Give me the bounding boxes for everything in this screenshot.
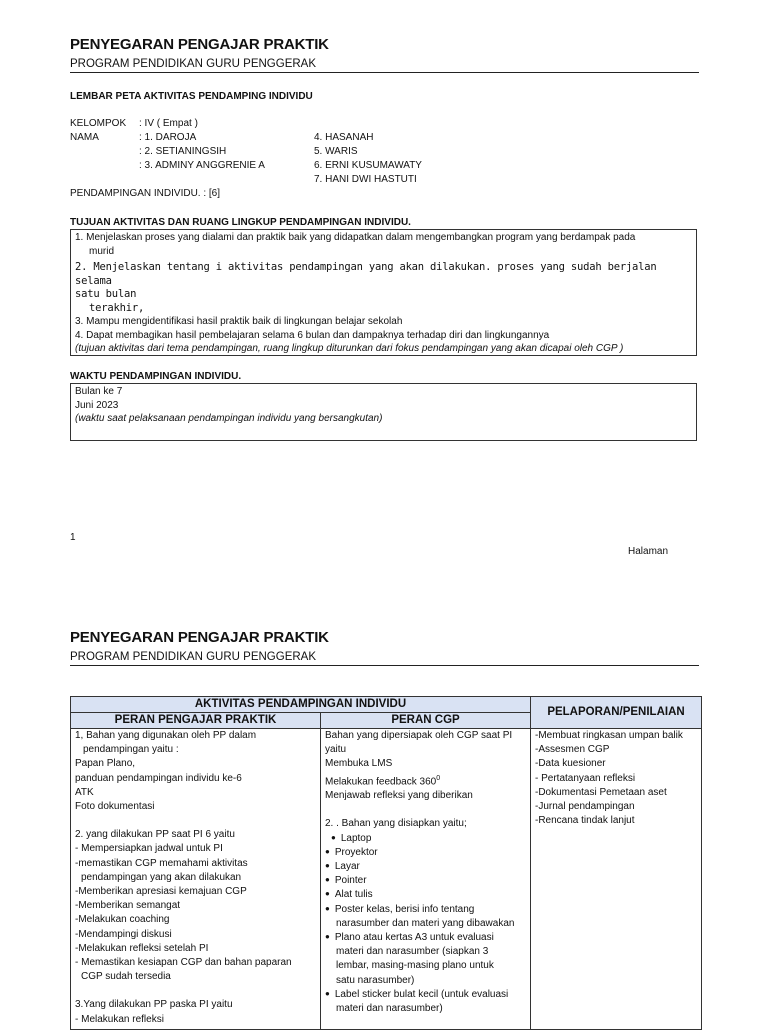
pp-line: -Melakukan coaching: [75, 914, 170, 926]
name-1: : 1. DAROJA: [139, 132, 197, 143]
cgp-line: Bahan yang dipersiapak oleh CGP saat PI: [325, 730, 513, 741]
halaman-label: Halaman: [628, 546, 669, 557]
report-line: -Membuat ringkasan umpan balik: [535, 730, 683, 741]
tujuan-box: [70, 229, 697, 356]
cgp-bullet: ● Alat tulis: [325, 888, 526, 902]
cgp-bullet-cont: satu narasumber): [336, 974, 415, 986]
waktu-note: (waktu saat pelaksanaan pendampingan individu yang bersangkutan): [75, 413, 383, 424]
page-title: PENYEGARAN PENGAJAR PRAKTIK: [70, 629, 329, 646]
cgp-line: Membuka LMS: [325, 758, 393, 770]
pp-cell: [71, 729, 321, 1030]
pp-line: -Memberikan apresiasi kemajuan CGP: [75, 886, 247, 898]
pp-line: 3.Yang dilakukan PP paska PI yaitu: [75, 999, 233, 1011]
cgp-bullet-cont: materi dan narasumber): [336, 1002, 443, 1014]
waktu-box: [70, 383, 697, 441]
name-5: 5. WARIS: [314, 146, 358, 157]
pp-line: ATK: [75, 786, 94, 798]
header-pp: PERAN PENGAJAR PRAKTIK: [71, 713, 321, 729]
pp-line: - Mempersiapkan jadwal untuk PI: [75, 843, 223, 855]
name-6: 6. ERNI KUSUMAWATY: [314, 160, 422, 171]
cgp-cell: [321, 729, 531, 1030]
report-line: -Rencana tindak lanjut: [535, 815, 635, 827]
tujuan-line-1b: murid: [89, 245, 115, 257]
pp-line: -memastikan CGP memahami aktivitas: [75, 857, 248, 869]
cgp-feedback-text: Melakukan feedback 360: [325, 775, 437, 787]
nama-label: NAMA: [70, 132, 99, 143]
cgp-bullet-cont: materi dan narasumber (siapkan 3: [336, 946, 489, 958]
cgp-line-feedback: [325, 772, 526, 790]
cgp-bullet: ● Label sticker bulat kecil (untuk evaluasi: [325, 988, 526, 1002]
kelompok-value: : IV ( Empat ): [139, 118, 198, 129]
cgp-bullet: ● Poster kelas, berisi info tentang: [325, 903, 526, 917]
header-report: PELAPORAN/PENILAIAN: [531, 697, 702, 729]
tujuan-line-4: 4. Dapat membagikan hasil pembelajaran selama 6 bulan dan dampaknya terhadap diri dan lingkungannya: [75, 329, 550, 341]
pp-line: -Mendampingi diskusi: [75, 928, 172, 940]
tujuan-line-1: 1. Menjelaskan proses yang dialami dan praktik baik yang didapatkan dalam mengembangkan program yang berdampak pada: [75, 232, 636, 243]
report-line: -Data kuesioner: [535, 758, 606, 770]
waktu-heading: WAKTU PENDAMPINGAN INDIVIDU.: [70, 371, 242, 382]
cgp-bullet-cont: lembar, masing-masing plano untuk: [336, 960, 494, 972]
spacer: [75, 984, 316, 998]
header-cgp: PERAN CGP: [321, 713, 531, 729]
report-line: -Assesmen CGP: [535, 744, 610, 756]
activity-table: [70, 696, 702, 1030]
tujuan-line-3: 3. Mampu mengidentifikasi hasil praktik baik di lingkungan belajar sekolah: [75, 316, 403, 327]
page-1: [70, 36, 699, 556]
pp-line: - Memastikan kesiapan CGP dan bahan paparan: [75, 957, 292, 969]
tujuan-line-2c: terakhir,: [89, 301, 145, 314]
report-cell: [531, 729, 702, 1030]
header-main: AKTIVITAS PENDAMPINGAN INDIVIDU: [71, 697, 531, 713]
cgp-line: 2. . Bahan yang disiapkan yaitu;: [325, 818, 467, 830]
report-line: -Dokumentasi Pemetaan aset: [535, 786, 667, 798]
name-2: : 2. SETIANINGSIH: [139, 146, 227, 157]
cgp-bullet-cont: narasumber dan materi yang dibawakan: [336, 917, 515, 929]
waktu-line-2: Juni 2023: [75, 399, 119, 411]
names-right: [314, 131, 422, 187]
report-line: - Pertatanyaan refleksi: [535, 772, 636, 784]
name-3: : 3. ADMINY ANGGRENIE A: [139, 160, 265, 171]
name-7: 7. HANI DWI HASTUTI: [314, 174, 417, 185]
tujuan-line-2b: satu bulan: [75, 288, 137, 300]
cgp-bullet: ● Proyektor: [325, 846, 526, 860]
cgp-bullet: ● Pointer: [325, 874, 526, 888]
tujuan-line-2: 2. Menjelaskan tentang i aktivitas pendampingan yang akan dilakukan. proses yang sudah berjalan selama: [75, 261, 657, 287]
page-subtitle: PROGRAM PENDIDIKAN GURU PENGGERAK: [70, 650, 699, 666]
names-left: [139, 131, 265, 173]
pp-line: -Melakukan refleksi setelah PI: [75, 942, 209, 954]
name-4: 4. HASANAH: [314, 132, 374, 143]
pp-line: 1, Bahan yang digunakan oleh PP dalam: [75, 730, 257, 741]
pp-line: panduan pendampingan individu ke-6: [75, 772, 242, 784]
pp-line: CGP sudah tersedia: [81, 971, 171, 983]
kelompok-label: KELOMPOK: [70, 118, 127, 129]
cgp-bullet: ● Layar: [325, 860, 526, 874]
page-title: PENYEGARAN PENGAJAR PRAKTIK: [70, 36, 329, 53]
sheet-title: LEMBAR PETA AKTIVITAS PENDAMPING INDIVIDU: [70, 91, 313, 102]
pp-line: Papan Plano,: [75, 758, 136, 770]
pp-line: pendampingan yang akan dilakukan: [81, 871, 242, 883]
pp-line: 2. yang dilakukan PP saat PI 6 yaitu: [75, 829, 235, 841]
pp-line: -Memberikan semangat: [75, 900, 181, 912]
spacer: [325, 803, 526, 817]
tujuan-note: (tujuan aktivitas dari tema pendampingan, ruang lingkup diturunkan dari fokus pendampingan yang akan dicapai oleh CGP ): [75, 343, 624, 354]
waktu-line-1: Bulan ke 7: [75, 386, 123, 397]
cgp-line: Menjawab refleksi yang diberikan: [325, 790, 473, 802]
report-line: -Jurnal pendampingan: [535, 801, 635, 813]
cgp-bullet: ● Plano atau kertas A3 untuk evaluasi: [325, 931, 526, 945]
cgp-bullet: ● Laptop: [325, 832, 526, 846]
page-number: 1: [70, 532, 76, 543]
pendampingan-label: PENDAMPINGAN INDIVIDU. : [6]: [70, 188, 221, 199]
tujuan-heading: TUJUAN AKTIVITAS DAN RUANG LINGKUP PENDAMPINGAN INDIVIDU.: [70, 217, 411, 228]
page-subtitle: PROGRAM PENDIDIKAN GURU PENGGERAK: [70, 57, 699, 73]
pp-line: Foto dokumentasi: [75, 801, 155, 813]
pp-line: - Melakukan refleksi: [75, 1013, 164, 1025]
page-2: [70, 629, 699, 1024]
pp-line: pendampingan yaitu :: [83, 744, 179, 756]
cgp-feedback-sup: 0: [436, 774, 441, 782]
spacer: [75, 814, 316, 828]
cgp-line: yaitu: [325, 744, 347, 756]
